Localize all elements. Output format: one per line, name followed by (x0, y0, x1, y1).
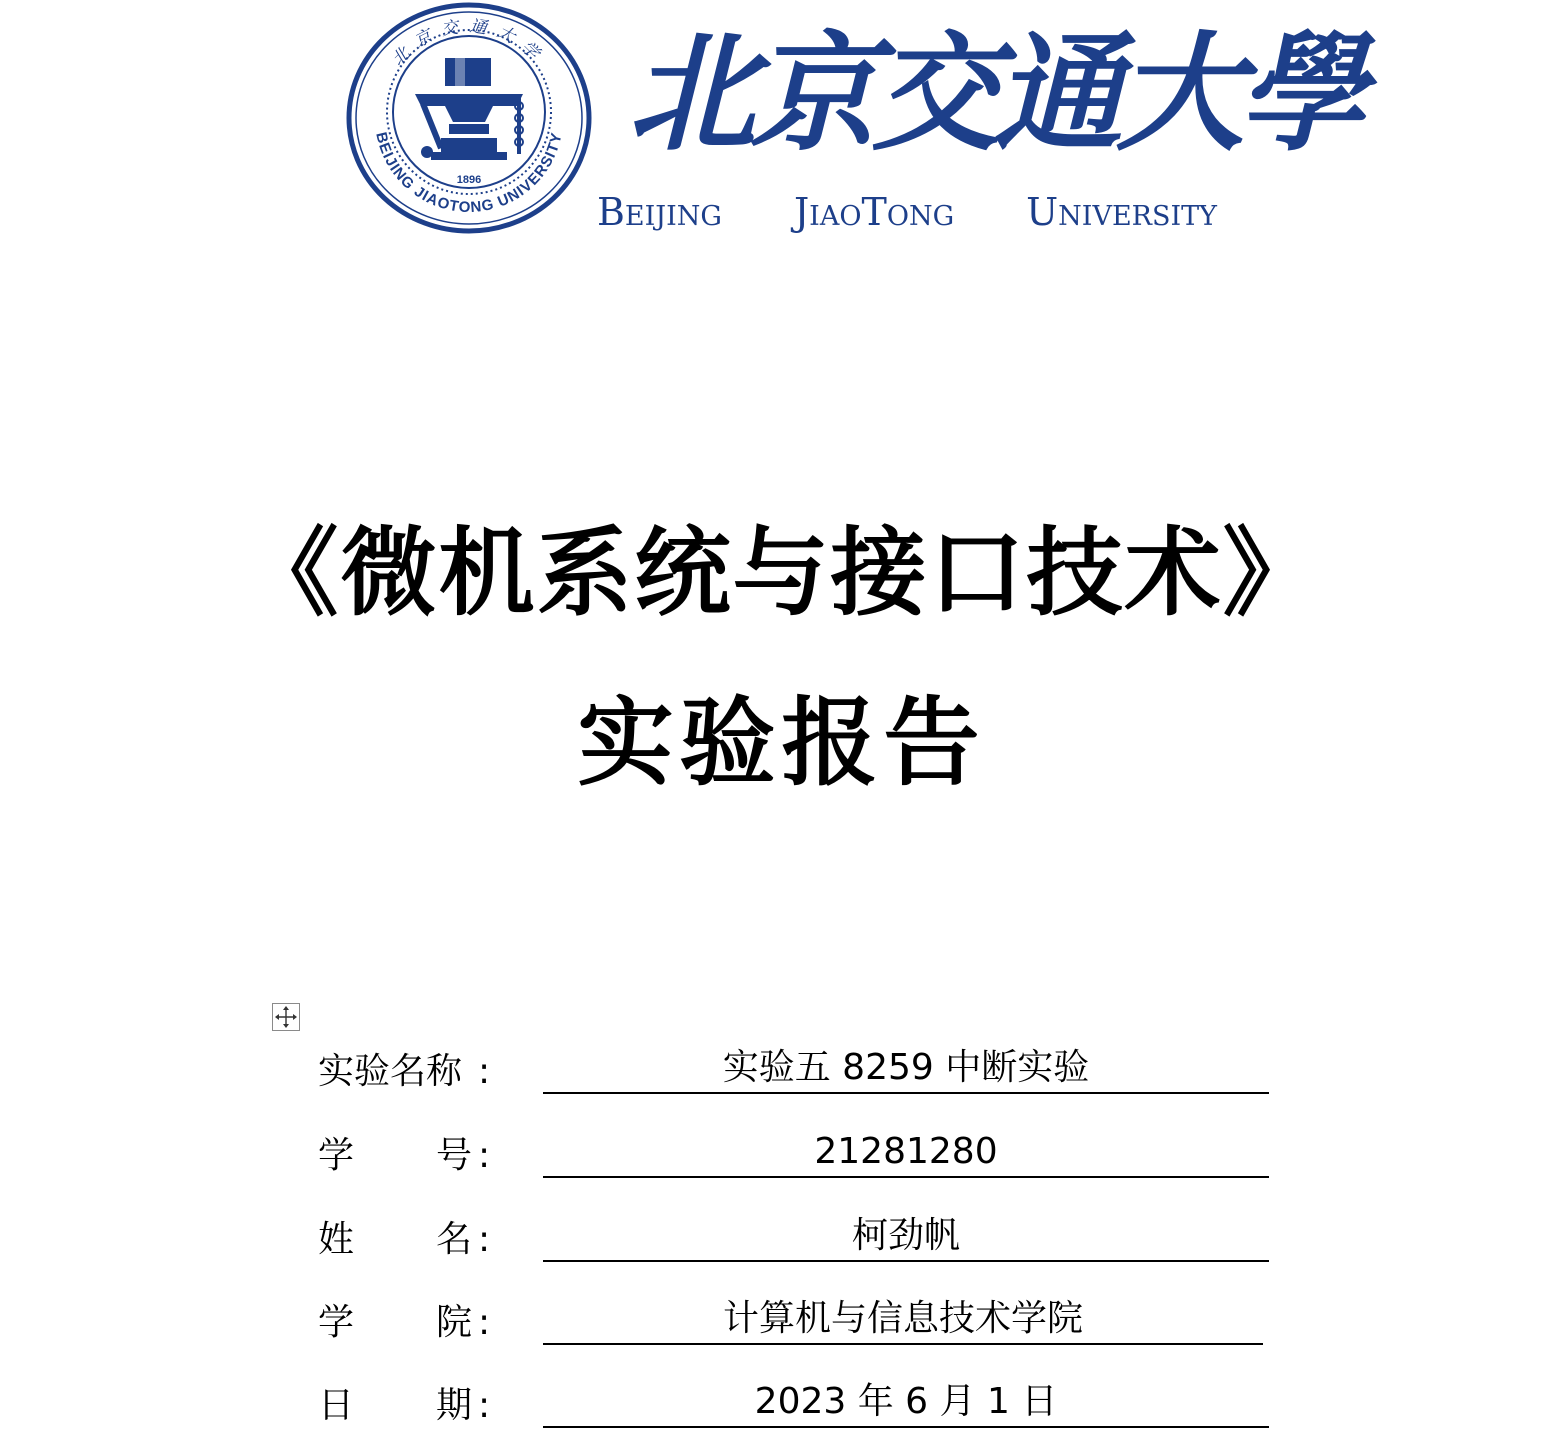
info-label-char: 学 (318, 1135, 355, 1176)
wordmark-chinese: 北京交通大學 (628, 19, 1361, 169)
info-value-date: 2023 年 6 月 1 日 (543, 1378, 1269, 1428)
table-move-handle[interactable] (272, 1003, 300, 1031)
info-label-char: 期 (435, 1385, 472, 1426)
seal-text-en: BEIJING JIAOTONG UNIVERSITY (372, 130, 566, 217)
info-label-char: 名 (435, 1219, 472, 1260)
info-value-name: 柯劲帆 (543, 1212, 1269, 1262)
info-label (318, 1132, 494, 1180)
seal-year: 1896 (456, 174, 482, 186)
university-seal-icon (345, 2, 593, 234)
info-label-colon: : (478, 1135, 491, 1176)
info-row-college (318, 1291, 1278, 1351)
report-title-course: 《微机系统与接口技术》 (242, 517, 1321, 629)
wordmark-word-jiaotong: JiaoTong (793, 190, 955, 234)
info-label-char: 学 (318, 1302, 355, 1343)
info-row-name (318, 1208, 1278, 1268)
info-value-college: 计算机与信息技术学院 (543, 1295, 1263, 1345)
info-label-char: 姓 (318, 1219, 355, 1260)
wordmark-english (597, 190, 1217, 234)
info-label-char: 院 (435, 1302, 472, 1343)
info-label-colon: : (478, 1051, 491, 1092)
info-label (318, 1382, 494, 1430)
info-label-char: 日 (318, 1385, 355, 1426)
info-label-colon: : (478, 1219, 491, 1260)
report-title-kind: 实验报告 (577, 687, 986, 799)
info-row-experiment-name (318, 1040, 1278, 1100)
seal-text-cn: 北京交通大学 (387, 16, 551, 71)
info-value-student-id: 21281280 (543, 1128, 1269, 1178)
info-value-experiment-name: 实验五 8259 中断实验 (543, 1044, 1269, 1094)
info-label-colon: : (478, 1385, 491, 1426)
info-row-date (318, 1374, 1278, 1434)
university-logo (345, 0, 1361, 240)
info-label-char: 号 (435, 1135, 472, 1176)
info-label-text: 实验名称 (318, 1051, 463, 1092)
anvil-emblem-icon (415, 54, 523, 160)
info-row-student-id (318, 1124, 1278, 1184)
info-label (318, 1216, 494, 1264)
info-label (318, 1048, 494, 1096)
move-arrows-icon (273, 1004, 299, 1030)
wordmark-word-university: University (1026, 190, 1217, 234)
wordmark-word-beijing: Beijing (597, 190, 722, 234)
info-label (318, 1299, 494, 1347)
info-label-colon: : (478, 1302, 491, 1343)
